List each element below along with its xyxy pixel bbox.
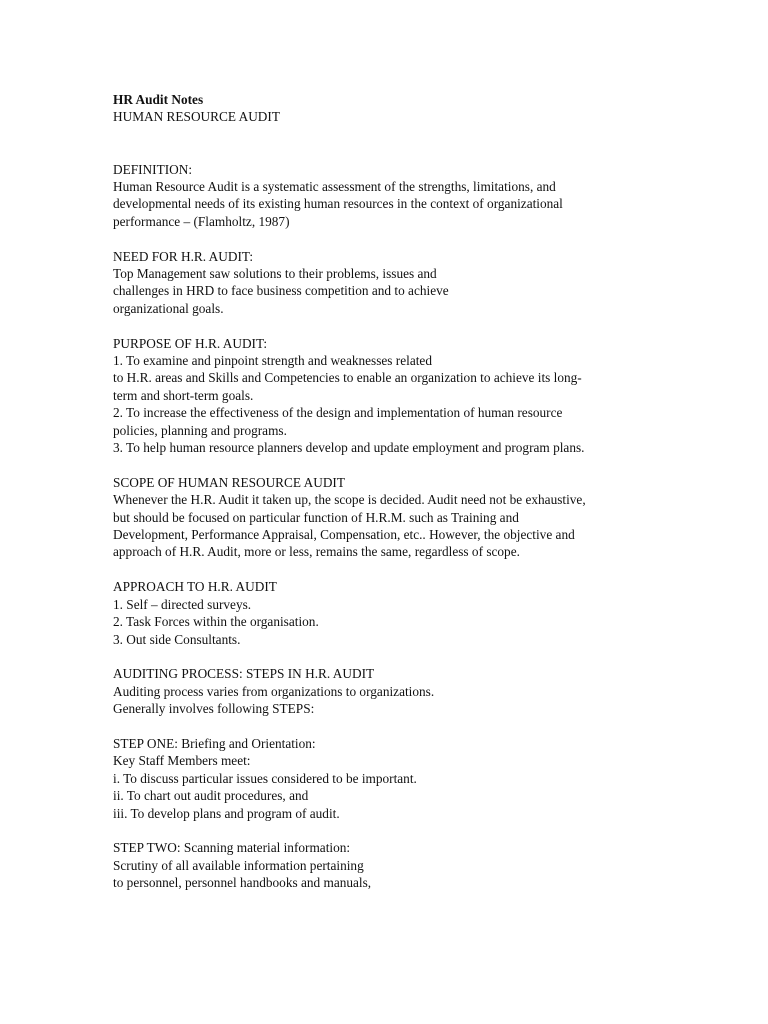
paragraph-line: Human Resource Audit is a systematic assessment of the strengths, limitations, and	[113, 179, 556, 194]
list-item: 2. To increase the effectiveness of the design and implementation of human resource	[113, 405, 563, 421]
paragraph-line: Generally involves following STEPS:	[113, 701, 315, 717]
spacer	[113, 143, 673, 160]
spacer	[113, 648, 673, 665]
list-item: 1. To examine and pinpoint strength and weaknesses related	[113, 353, 432, 369]
list-item: ii. To chart out audit procedures, and	[113, 788, 309, 804]
list-item: 2. Task Forces within the organisation.	[113, 614, 319, 630]
spacer	[113, 822, 673, 839]
section-heading: SCOPE OF HUMAN RESOURCE AUDIT	[113, 474, 345, 490]
spacer	[113, 317, 673, 334]
spacer	[113, 561, 673, 578]
section-purpose	[113, 335, 673, 457]
section-heading: STEP ONE: Briefing and Orientation:	[113, 735, 316, 751]
list-item: policies, planning and programs.	[113, 422, 287, 438]
section-definition	[113, 161, 673, 231]
section-need	[113, 248, 673, 318]
paragraph-line: challenges in HRD to face business competition and to achieve	[113, 283, 449, 299]
list-item: 3. Out side Consultants.	[113, 631, 241, 647]
list-item: 3. To help human resource planners develop and update employment and program plans.	[113, 440, 585, 456]
paragraph-line: Auditing process varies from organizations to organizations.	[113, 683, 435, 699]
section-heading: PURPOSE OF H.R. AUDIT:	[113, 335, 268, 351]
spacer	[113, 456, 673, 473]
section-heading: APPROACH TO H.R. AUDIT	[113, 579, 277, 595]
section-heading: NEED FOR H.R. AUDIT:	[113, 248, 254, 264]
document-title: HR Audit Notes	[113, 92, 204, 107]
section-step-two	[113, 839, 673, 891]
paragraph-line: developmental needs of its existing human resources in the context of organizational	[113, 196, 563, 212]
list-item: to H.R. areas and Skills and Competencies to enable an organization to achieve its long-	[113, 370, 582, 386]
document-subtitle: HUMAN RESOURCE AUDIT	[113, 109, 280, 125]
paragraph-line: approach of H.R. Audit, more or less, remains the same, regardless of scope.	[113, 544, 520, 560]
list-item: i. To discuss particular issues considered to be important.	[113, 770, 417, 786]
paragraph-line: performance – (Flamholtz, 1987)	[113, 213, 290, 229]
list-item: iii. To develop plans and program of audit.	[113, 805, 340, 821]
section-approach	[113, 578, 673, 648]
paragraph-line: but should be focused on particular function of H.R.M. such as Training and	[113, 509, 519, 525]
paragraph-line: Development, Performance Appraisal, Compensation, etc.. However, the objective and	[113, 527, 575, 543]
section-heading: AUDITING PROCESS: STEPS IN H.R. AUDIT	[113, 666, 375, 682]
section-scope	[113, 474, 673, 561]
section-heading: DEFINITION:	[113, 161, 193, 177]
paragraph-line: Whenever the H.R. Audit it taken up, the scope is decided. Audit need not be exhaustive,	[113, 492, 586, 508]
paragraph-line: Top Management saw solutions to their problems, issues and	[113, 266, 437, 282]
paragraph-line: Key Staff Members meet:	[113, 753, 251, 769]
section-auditing-process	[113, 665, 673, 717]
paragraph-line: to personnel, personnel handbooks and manuals,	[113, 875, 372, 891]
paragraph-line: organizational goals.	[113, 300, 224, 316]
document-page	[113, 91, 673, 892]
paragraph-line: Scrutiny of all available information pertaining	[113, 857, 364, 873]
section-heading: STEP TWO: Scanning material information:	[113, 840, 351, 856]
list-item: term and short-term goals.	[113, 387, 254, 403]
spacer	[113, 126, 673, 143]
spacer	[113, 230, 673, 247]
section-step-one	[113, 735, 673, 822]
spacer	[113, 718, 673, 735]
list-item: 1. Self – directed surveys.	[113, 596, 252, 612]
